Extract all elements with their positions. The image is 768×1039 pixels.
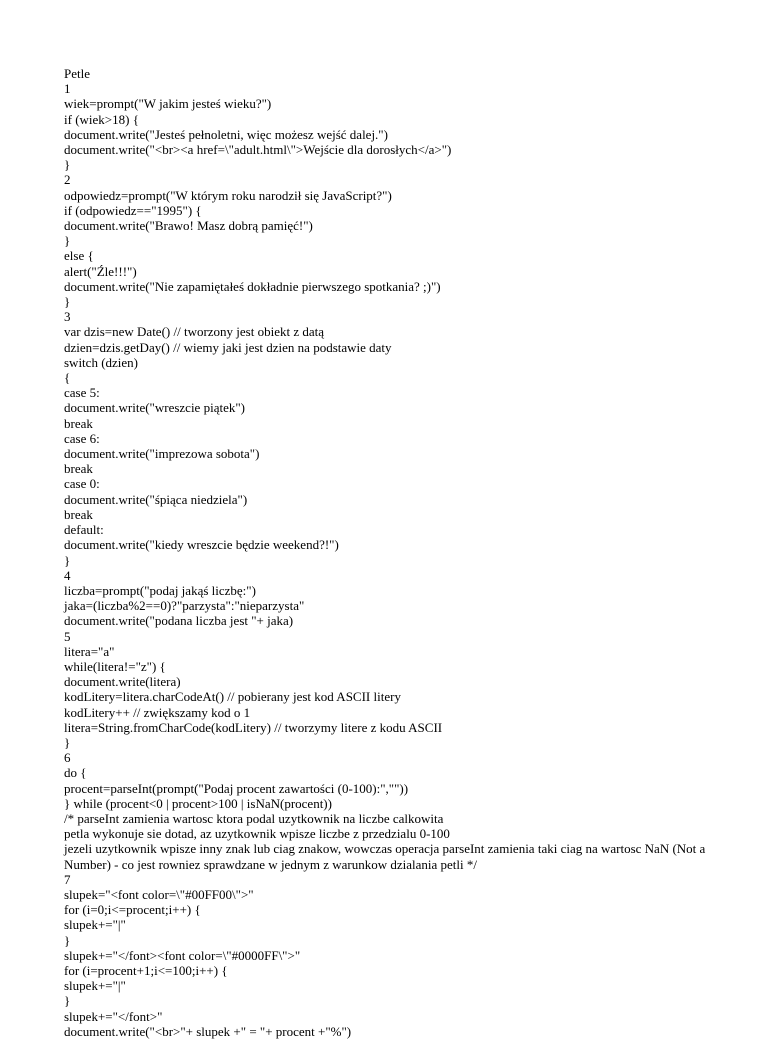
document-line: } xyxy=(64,552,71,568)
document-line: litera="a" xyxy=(64,643,115,659)
document-line: liczba=prompt("podaj jakąś liczbę:") xyxy=(64,582,256,598)
document-line: } xyxy=(64,993,71,1009)
document-line: if (odpowiedz=="1995") { xyxy=(64,202,202,218)
document-line: } xyxy=(64,233,71,249)
document-line: dzien=dzis.getDay() // wiemy jaki jest dzien na podstawie daty xyxy=(64,339,392,355)
document-line: jezeli uzytkownik wpisze inny znak lub ciag znakow, wowczas operacja parseInt zamienia taki ciag na wartosc NaN (Not a Number) - co jest rowniez sprawdzane w jednym z warunkow dzialania petli */ xyxy=(64,841,709,872)
document-line: document.write("Brawo! Masz dobrą pamięć!") xyxy=(64,218,313,234)
document-line: } xyxy=(64,294,71,310)
document-body xyxy=(64,66,744,1039)
document-line: var dzis=new Date() // tworzony jest obiekt z datą xyxy=(64,324,325,340)
document-line: break xyxy=(64,461,93,477)
document-line: litera=String.fromCharCode(kodLitery) // tworzymy litere z kodu ASCII xyxy=(64,719,443,735)
document-line: wiek=prompt("W jakim jesteś wieku?") xyxy=(64,96,272,112)
document-line: slupek+="|" xyxy=(64,917,126,933)
document-line: 4 xyxy=(64,567,71,583)
document-line: petla wykonuje sie dotad, az uzytkownik wpisze liczbe z przedzialu 0-100 xyxy=(64,826,450,842)
document-line: odpowiedz=prompt("W którym roku narodził się JavaScript?") xyxy=(64,187,392,203)
document-line: } xyxy=(64,734,71,750)
document-line: } xyxy=(64,932,71,948)
document-line: slupek="<font color=\"#00FF00\">" xyxy=(64,886,254,902)
document-line: break xyxy=(64,415,93,431)
document-line: document.write("<br><a href=\"adult.html\">Wejście dla dorosłych</a>") xyxy=(64,142,452,158)
document-line: document.write("podana liczba jest "+ jaka) xyxy=(64,613,294,629)
document-line: 2 xyxy=(64,172,71,188)
document-line: kodLitery=litera.charCodeAt() // pobierany jest kod ASCII litery xyxy=(64,689,401,705)
document-line: case 6: xyxy=(64,430,100,446)
document-line: slupek+="|" xyxy=(64,978,126,994)
document-line: default: xyxy=(64,522,104,538)
document-line: while(litera!="z") { xyxy=(64,658,166,674)
document-line: alert("Źle!!!") xyxy=(64,263,137,279)
document-line: if (wiek>18) { xyxy=(64,111,139,127)
document-line: procent=parseInt(prompt("Podaj procent zawartości (0-100):","")) xyxy=(64,780,409,796)
document-line: 5 xyxy=(64,628,71,644)
document-line: document.write("śpiąca niedziela") xyxy=(64,491,248,507)
document-line: document.write(litera) xyxy=(64,674,181,690)
document-line: document.write("wreszcie piątek") xyxy=(64,400,245,416)
document-line: } while (procent<0 | procent>100 | isNaN(procent)) xyxy=(64,795,332,811)
document-line: jaka=(liczba%2==0)?"parzysta":"nieparzysta" xyxy=(64,598,305,614)
document-line: document.write("Nie zapamiętałeś dokładnie pierwszego spotkania? ;)") xyxy=(64,278,441,294)
document-line: document.write("imprezowa sobota") xyxy=(64,446,260,462)
document-line: break xyxy=(64,506,93,522)
document-line: document.write("Jesteś pełnoletni, więc możesz wejść dalej.") xyxy=(64,126,388,142)
document-line: document.write("<br>"+ slupek +" = "+ procent +"%") xyxy=(64,1023,352,1039)
document-line: case 0: xyxy=(64,476,100,492)
document-line: switch (dzien) xyxy=(64,354,139,370)
document-line: for (i=procent+1;i<=100;i++) { xyxy=(64,962,228,978)
document-line: 1 xyxy=(64,81,71,97)
document-line: for (i=0;i<=procent;i++) { xyxy=(64,902,201,918)
document-line: case 5: xyxy=(64,385,100,401)
document-line: kodLitery++ // zwiększamy kod o 1 xyxy=(64,704,251,720)
document-line: Petle xyxy=(64,66,90,81)
document-line: 3 xyxy=(64,309,71,325)
document-line: else { xyxy=(64,248,94,264)
document-line: slupek+="</font>" xyxy=(64,1008,163,1024)
document-line: document.write("kiedy wreszcie będzie weekend?!") xyxy=(64,537,339,553)
document-line: { xyxy=(64,370,71,386)
document-line: slupek+="</font><font color=\"#0000FF\">" xyxy=(64,947,301,963)
document-line: do { xyxy=(64,765,87,781)
document-line: /* parseInt zamienia wartosc ktora podal uzytkownik na liczbe calkowita xyxy=(64,810,444,826)
document-line: 7 xyxy=(64,871,71,887)
document-line: 6 xyxy=(64,750,71,766)
document-line: } xyxy=(64,157,71,173)
